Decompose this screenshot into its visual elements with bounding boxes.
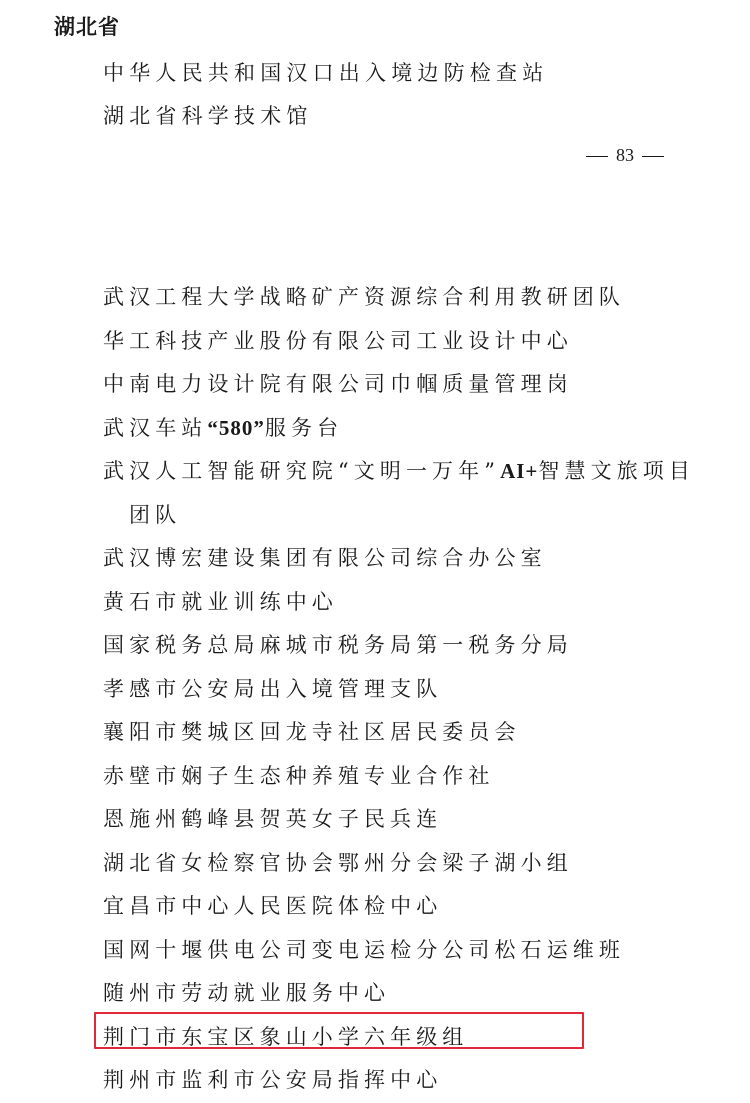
list-item: 国网十堰供电公司变电运检分公司松石运维班 bbox=[103, 937, 625, 962]
page-number-dash-right bbox=[642, 156, 664, 157]
organization-list bbox=[103, 276, 723, 1103]
page-number-dash-left bbox=[586, 156, 608, 157]
page-number-value: 83 bbox=[616, 145, 634, 165]
list-item: 武汉工程大学战略矿产资源综合利用教研团队 bbox=[103, 285, 625, 309]
list-item: 黄石市就业训练中心 bbox=[103, 589, 338, 614]
list-item-text: 武汉人工智能研究院 bbox=[103, 459, 338, 483]
list-item: 襄阳市樊城区回龙寺社区居民委员会 bbox=[103, 720, 521, 744]
list-item-quoted bbox=[103, 407, 723, 451]
list-item-quote: “580” bbox=[207, 415, 265, 440]
list-item-text: 服务台 bbox=[264, 415, 344, 440]
previous-page-tail bbox=[0, 0, 750, 180]
list-item: 湖北省女检察官协会鄂州分会梁子湖小组 bbox=[103, 850, 573, 875]
list-item: 武汉博宏建设集团有限公司综合办公室 bbox=[103, 546, 547, 570]
list-item-ascii: AI+ bbox=[500, 459, 539, 483]
list-item: 中南电力设计院有限公司巾帼质量管理岗 bbox=[103, 372, 573, 396]
top-entry: 中华人民共和国汉口出入境边防检查站 bbox=[103, 61, 549, 85]
list-item: 华工科技产业股份有限公司工业设计中心 bbox=[103, 328, 573, 353]
list-item: 国家税务总局麻城市税务局第一税务分局 bbox=[103, 633, 573, 657]
list-item-highlighted: 荆门市东宝区象山小学六年级组 bbox=[103, 1024, 469, 1049]
list-item-quote: “文明一万年” bbox=[337, 459, 501, 483]
list-item: 赤壁市娴子生态种养殖专业合作社 bbox=[103, 763, 495, 788]
list-item: 随州市劳动就业服务中心 bbox=[103, 981, 391, 1005]
list-item: 孝感市公安局出入境管理支队 bbox=[103, 676, 443, 701]
list-item-line bbox=[103, 450, 723, 494]
top-entry: 湖北省科学技术馆 bbox=[103, 104, 313, 128]
list-item: 宜昌市中心人民医院体检中心 bbox=[103, 894, 443, 918]
list-item-text: 武汉车站 bbox=[103, 415, 208, 440]
list-item-wrapped bbox=[103, 450, 723, 537]
list-item-text: 智慧文旅项目 bbox=[538, 459, 695, 483]
province-heading: 湖北省 bbox=[54, 15, 120, 39]
list-item: 恩施州鹤峰县贺英女子民兵连 bbox=[103, 807, 443, 831]
page-number bbox=[578, 142, 672, 168]
list-item-continuation: 团队 bbox=[129, 502, 182, 527]
list-item: 荆州市监利市公安局指挥中心 bbox=[103, 1068, 443, 1092]
